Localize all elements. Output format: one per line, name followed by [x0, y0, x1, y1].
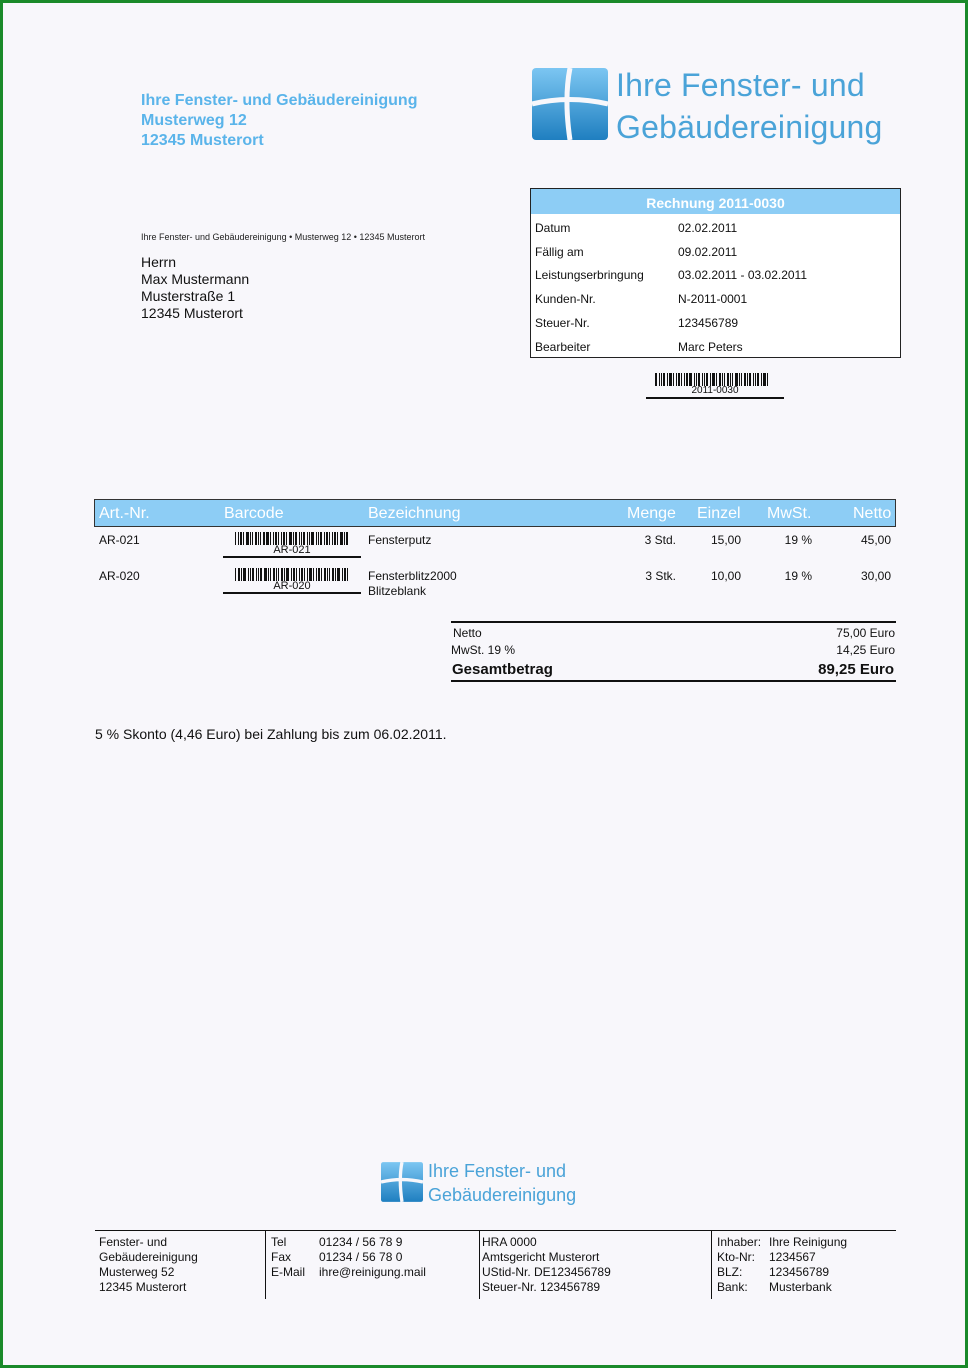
col-art-nr: Art.-Nr.	[99, 505, 150, 522]
recipient-salutation: Herrn	[141, 254, 177, 270]
return-address: Ihre Fenster- und Gebäudereinigung • Musterweg 12 • 12345 Musterort	[141, 232, 425, 242]
logo-line-1: Ihre Fenster- und	[616, 67, 865, 103]
footer-bank-value: 123456789	[769, 1265, 830, 1279]
item-net: 45,00	[860, 533, 891, 547]
footer-logo-text	[428, 1159, 576, 1207]
item-description: Fensterblitz2000	[368, 569, 457, 583]
footer-company-line: Gebäudereinigung	[99, 1250, 198, 1264]
recipient-address	[141, 254, 249, 322]
footer-contact	[271, 1235, 426, 1280]
footer-contact-value: 01234 / 56 78 0	[319, 1250, 403, 1264]
footer-registry-line: Steuer-Nr. 123456789	[482, 1280, 601, 1294]
sender-name: Ihre Fenster- und Gebäudereinigung	[141, 92, 418, 109]
footer-registry-line: Amtsgericht Musterort	[482, 1250, 600, 1264]
footer-contact-value: ihre@reinigung.mail	[319, 1265, 426, 1279]
totals-bottom-rule	[451, 680, 896, 682]
total-label: Gesamtbetrag	[452, 661, 553, 678]
footer-divider	[711, 1231, 712, 1299]
item-art-nr: AR-021	[99, 533, 140, 547]
col-unit-price: Einzel	[697, 505, 741, 522]
net-label: Netto	[453, 626, 482, 640]
info-value: 02.02.2011	[678, 221, 738, 235]
footer-registry	[482, 1235, 611, 1295]
info-label: Steuer-Nr.	[535, 316, 590, 330]
info-value: Marc Peters	[678, 340, 743, 354]
recipient-street: Musterstraße 1	[141, 288, 236, 304]
item-unit-price: 15,00	[710, 533, 741, 547]
footer-contact-label: E-Mail	[271, 1265, 306, 1279]
item-barcode-label: AR-020	[223, 581, 361, 594]
vat-value: 14,25 Euro	[836, 643, 895, 657]
info-label: Bearbeiter	[535, 340, 591, 354]
invoice-title: Rechnung 2011-0030	[531, 189, 900, 214]
info-value: N-2011-0001	[678, 292, 748, 306]
info-label: Fällig am	[535, 245, 584, 259]
invoice-barcode-label: 2011-0030	[646, 386, 784, 399]
footer-contact-label: Tel	[271, 1235, 287, 1249]
footer-logo-icon	[381, 1162, 423, 1202]
item-barcode	[223, 532, 361, 558]
col-quantity: Menge	[627, 505, 676, 522]
total-value: 89,25 Euro	[818, 661, 894, 678]
info-label: Kunden-Nr.	[535, 292, 596, 306]
info-label: Leistungserbringung	[535, 268, 644, 282]
vat-label: MwSt. 19 %	[451, 643, 516, 657]
footer-rule	[95, 1230, 896, 1231]
sender-street: Musterweg 12	[141, 112, 247, 129]
item-unit-price: 10,00	[710, 569, 741, 583]
footer-bank-value: Ihre Reinigung	[769, 1235, 848, 1249]
invoice-info-box	[530, 188, 901, 358]
item-barcode	[223, 568, 361, 594]
invoice-barcode	[646, 373, 784, 399]
footer-company	[99, 1235, 198, 1295]
col-net: Netto	[853, 505, 892, 522]
info-value: 03.02.2011 - 03.02.2011	[678, 268, 807, 282]
col-vat: MwSt.	[767, 505, 812, 522]
item-barcode-label: AR-021	[223, 545, 361, 558]
footer-bank-label: Kto-Nr:	[717, 1250, 756, 1264]
net-value: 75,00 Euro	[836, 626, 895, 640]
footer-bank-value: 1234567	[769, 1250, 816, 1264]
item-vat: 19 %	[784, 569, 812, 583]
recipient-city: 12345 Musterort	[141, 305, 243, 321]
footer-company-line: Musterweg 52	[99, 1265, 175, 1279]
footer-contact-label: Fax	[271, 1250, 292, 1264]
footer-bank-label: Bank:	[717, 1280, 748, 1294]
item-quantity: 3 Std.	[644, 533, 676, 547]
sender-header	[141, 91, 417, 151]
col-barcode: Barcode	[224, 505, 284, 522]
footer-registry-line: HRA 0000	[482, 1235, 537, 1249]
footer-bank-value: Musterbank	[769, 1280, 832, 1294]
info-label: Datum	[535, 221, 571, 235]
totals-top-rule	[451, 621, 896, 623]
item-description-2: Blitzeblank	[368, 584, 427, 598]
recipient-name: Max Mustermann	[141, 271, 250, 287]
footer-contact-value: 01234 / 56 78 9	[319, 1235, 403, 1249]
footer-bank-label: Inhaber:	[717, 1235, 762, 1249]
footer-company-line: Fenster- und	[99, 1235, 168, 1249]
info-value: 09.02.2011	[678, 245, 738, 259]
item-art-nr: AR-020	[99, 569, 140, 583]
footer-registry-line: UStid-Nr. DE123456789	[482, 1265, 611, 1279]
item-quantity: 3 Stk.	[645, 569, 676, 583]
footer-bank	[717, 1235, 847, 1295]
items-table-header	[94, 499, 896, 527]
footer-divider	[265, 1231, 266, 1299]
item-vat: 19 %	[784, 533, 812, 547]
logo-line-2: Gebäudereinigung	[616, 109, 883, 145]
footer-logo-line-2: Gebäudereinigung	[428, 1185, 577, 1205]
item-description: Fensterputz	[368, 533, 432, 547]
footer-logo-line-1: Ihre Fenster- und	[428, 1161, 567, 1181]
item-net: 30,00	[860, 569, 891, 583]
col-description: Bezeichnung	[368, 505, 461, 522]
footer-bank-label: BLZ:	[717, 1265, 743, 1279]
sender-city: 12345 Musterort	[141, 132, 264, 149]
info-value: 123456789	[678, 316, 739, 330]
footer-divider	[479, 1231, 480, 1299]
skonto-note: 5 % Skonto (4,46 Euro) bei Zahlung bis zum 06.02.2011.	[95, 726, 447, 742]
logo-text	[616, 64, 883, 148]
footer-company-line: 12345 Musterort	[99, 1280, 187, 1294]
company-logo-icon	[532, 68, 608, 140]
